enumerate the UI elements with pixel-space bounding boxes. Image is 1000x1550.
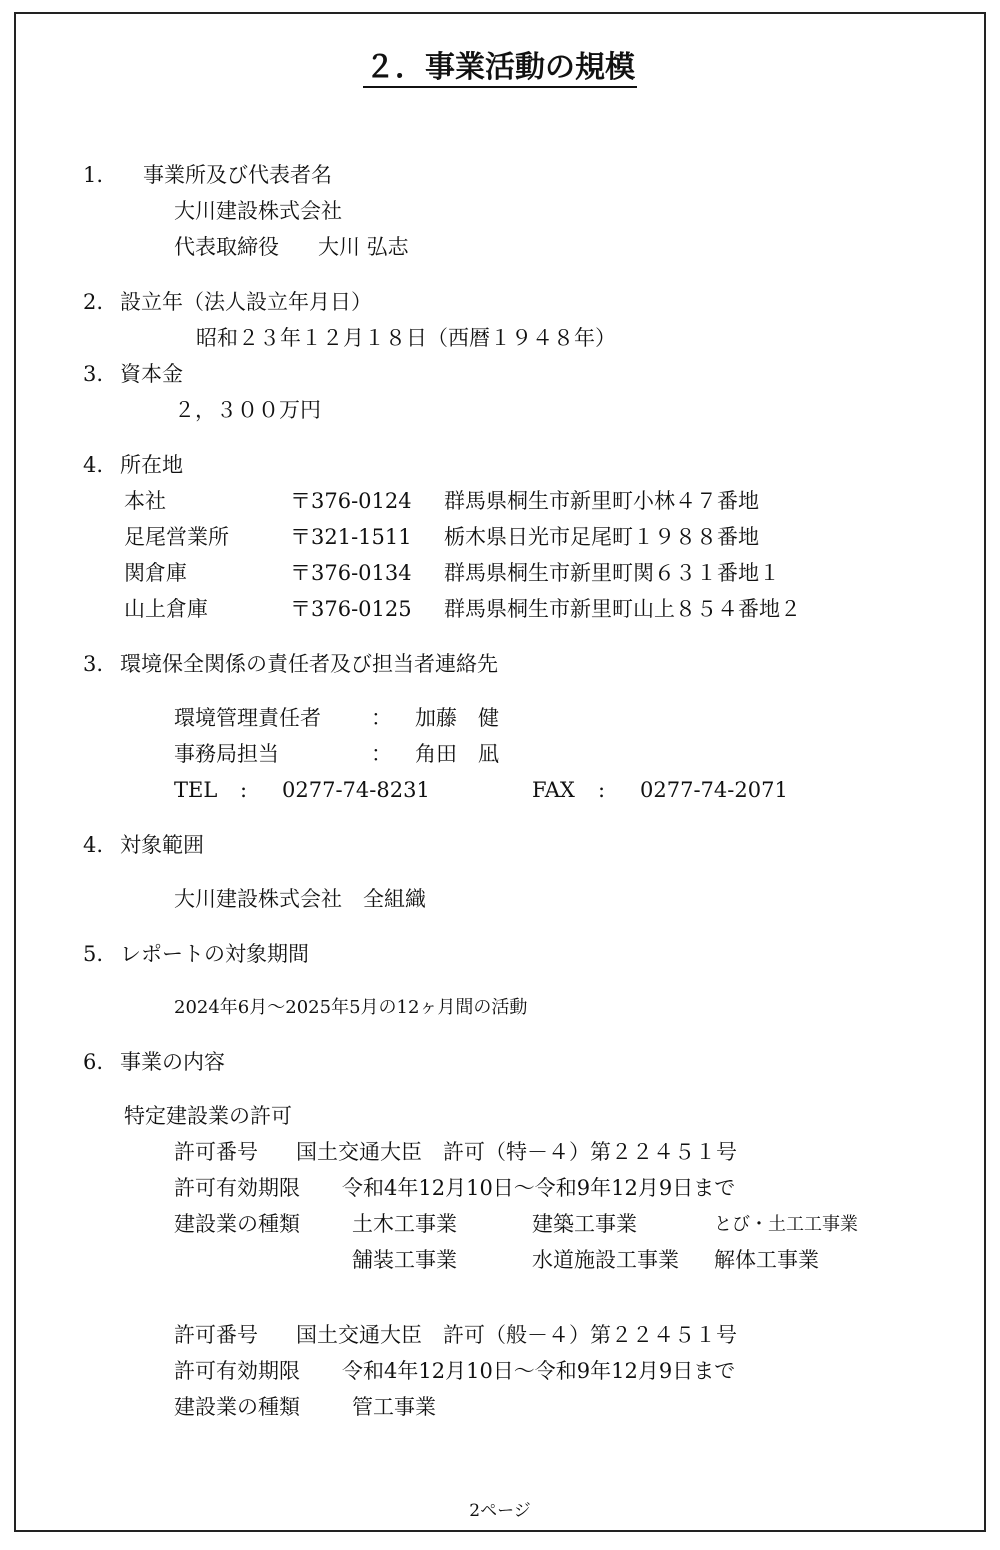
permit1-type: 舗装工事業 xyxy=(352,1248,457,1272)
location-address: 栃木県日光市足尾町１９８８番地 xyxy=(444,525,759,549)
section-8-number: 6. xyxy=(83,1050,104,1074)
location-name: 山上倉庫 xyxy=(124,597,208,621)
report-period: 2024年6月～2025年5月の12ヶ月間の活動 xyxy=(174,997,528,1018)
permit1-number-label: 許可番号 xyxy=(174,1140,258,1164)
section-7-heading: レポートの対象期間 xyxy=(120,942,309,966)
location-zip: 〒376-0124 xyxy=(290,489,412,513)
page-frame xyxy=(14,12,986,1532)
tel-colon: : xyxy=(240,778,248,802)
section-1-number: 1. xyxy=(83,163,104,187)
section-8-heading: 事業の内容 xyxy=(120,1050,225,1074)
office-name: 角田 凪 xyxy=(415,742,499,766)
section-7-number: 5. xyxy=(83,942,104,966)
location-zip: 〒376-0134 xyxy=(290,561,412,585)
tel-number: 0277-74-8231 xyxy=(282,778,430,802)
section-5-heading: 環境保全関係の責任者及び担当者連絡先 xyxy=(120,652,498,676)
permit1-type: 水道施設工事業 xyxy=(532,1248,679,1272)
permit2-validity: 令和4年12月10日～令和9年12月9日まで xyxy=(342,1359,736,1383)
permit1-validity: 令和4年12月10日～令和9年12月9日まで xyxy=(342,1176,736,1200)
fax-number: 0277-74-2071 xyxy=(640,778,788,802)
office-colon: ： xyxy=(371,742,392,766)
location-name: 本社 xyxy=(124,489,166,513)
section-5-number: 3. xyxy=(83,652,104,676)
location-name: 関倉庫 xyxy=(124,561,187,585)
env-manager-colon: ： xyxy=(371,706,392,730)
permit2-type: 管工事業 xyxy=(352,1395,436,1419)
rep-title: 代表取締役 xyxy=(174,235,279,259)
section-2-number: 2. xyxy=(83,290,104,314)
scope-text: 大川建設株式会社 全組織 xyxy=(174,887,426,911)
section-2-heading: 設立年（法人設立年月日） xyxy=(120,290,372,314)
page-title xyxy=(0,48,1000,88)
permit-subheading: 特定建設業の許可 xyxy=(124,1104,292,1128)
location-address: 群馬県桐生市新里町山上８５４番地２ xyxy=(444,597,801,621)
location-name: 足尾営業所 xyxy=(124,525,229,549)
office-label: 事務局担当 xyxy=(174,742,279,766)
page-title-text: ２．事業活動の規模 xyxy=(363,50,637,88)
permit2-number: 国土交通大臣 許可（般－４）第２２４５１号 xyxy=(296,1323,737,1347)
section-6-heading: 対象範囲 xyxy=(120,833,204,857)
section-4-number: 4. xyxy=(83,453,104,477)
location-zip: 〒376-0125 xyxy=(290,597,412,621)
rep-name: 大川 弘志 xyxy=(318,235,409,259)
company-name: 大川建設株式会社 xyxy=(174,199,342,223)
fax-colon: : xyxy=(598,778,606,802)
permit1-types-label: 建設業の種類 xyxy=(174,1212,300,1236)
section-4-heading: 所在地 xyxy=(120,453,183,477)
section-6-number: 4. xyxy=(83,833,104,857)
permit1-type: 土木工事業 xyxy=(352,1212,457,1236)
location-address: 群馬県桐生市新里町小林４７番地 xyxy=(444,489,759,513)
page-number: 2ページ xyxy=(469,1501,531,1521)
tel-label: TEL xyxy=(174,778,218,802)
permit1-type: 解体工事業 xyxy=(714,1248,819,1272)
location-zip: 〒321-1511 xyxy=(290,525,412,549)
section-1-heading: 事業所及び代表者名 xyxy=(143,163,332,187)
permit1-number: 国土交通大臣 許可（特－４）第２２４５１号 xyxy=(296,1140,737,1164)
section-3-number: 3. xyxy=(83,362,104,386)
capital-amount: ２，３００万円 xyxy=(174,398,321,422)
permit2-types-label: 建設業の種類 xyxy=(174,1395,300,1419)
location-address: 群馬県桐生市新里町関６３１番地１ xyxy=(444,561,780,585)
permit1-validity-label: 許可有効期限 xyxy=(174,1176,300,1200)
section-3-heading: 資本金 xyxy=(120,362,183,386)
permit2-number-label: 許可番号 xyxy=(174,1323,258,1347)
env-manager-label: 環境管理責任者 xyxy=(174,706,321,730)
env-manager-name: 加藤 健 xyxy=(415,706,499,730)
permit1-type: 建築工事業 xyxy=(532,1212,637,1236)
permit2-validity-label: 許可有効期限 xyxy=(174,1359,300,1383)
establishment-date: 昭和２３年１２月１８日（西暦１９４８年） xyxy=(196,326,616,350)
fax-label: FAX xyxy=(532,778,575,802)
permit1-type: とび・土工工事業 xyxy=(714,1214,858,1235)
